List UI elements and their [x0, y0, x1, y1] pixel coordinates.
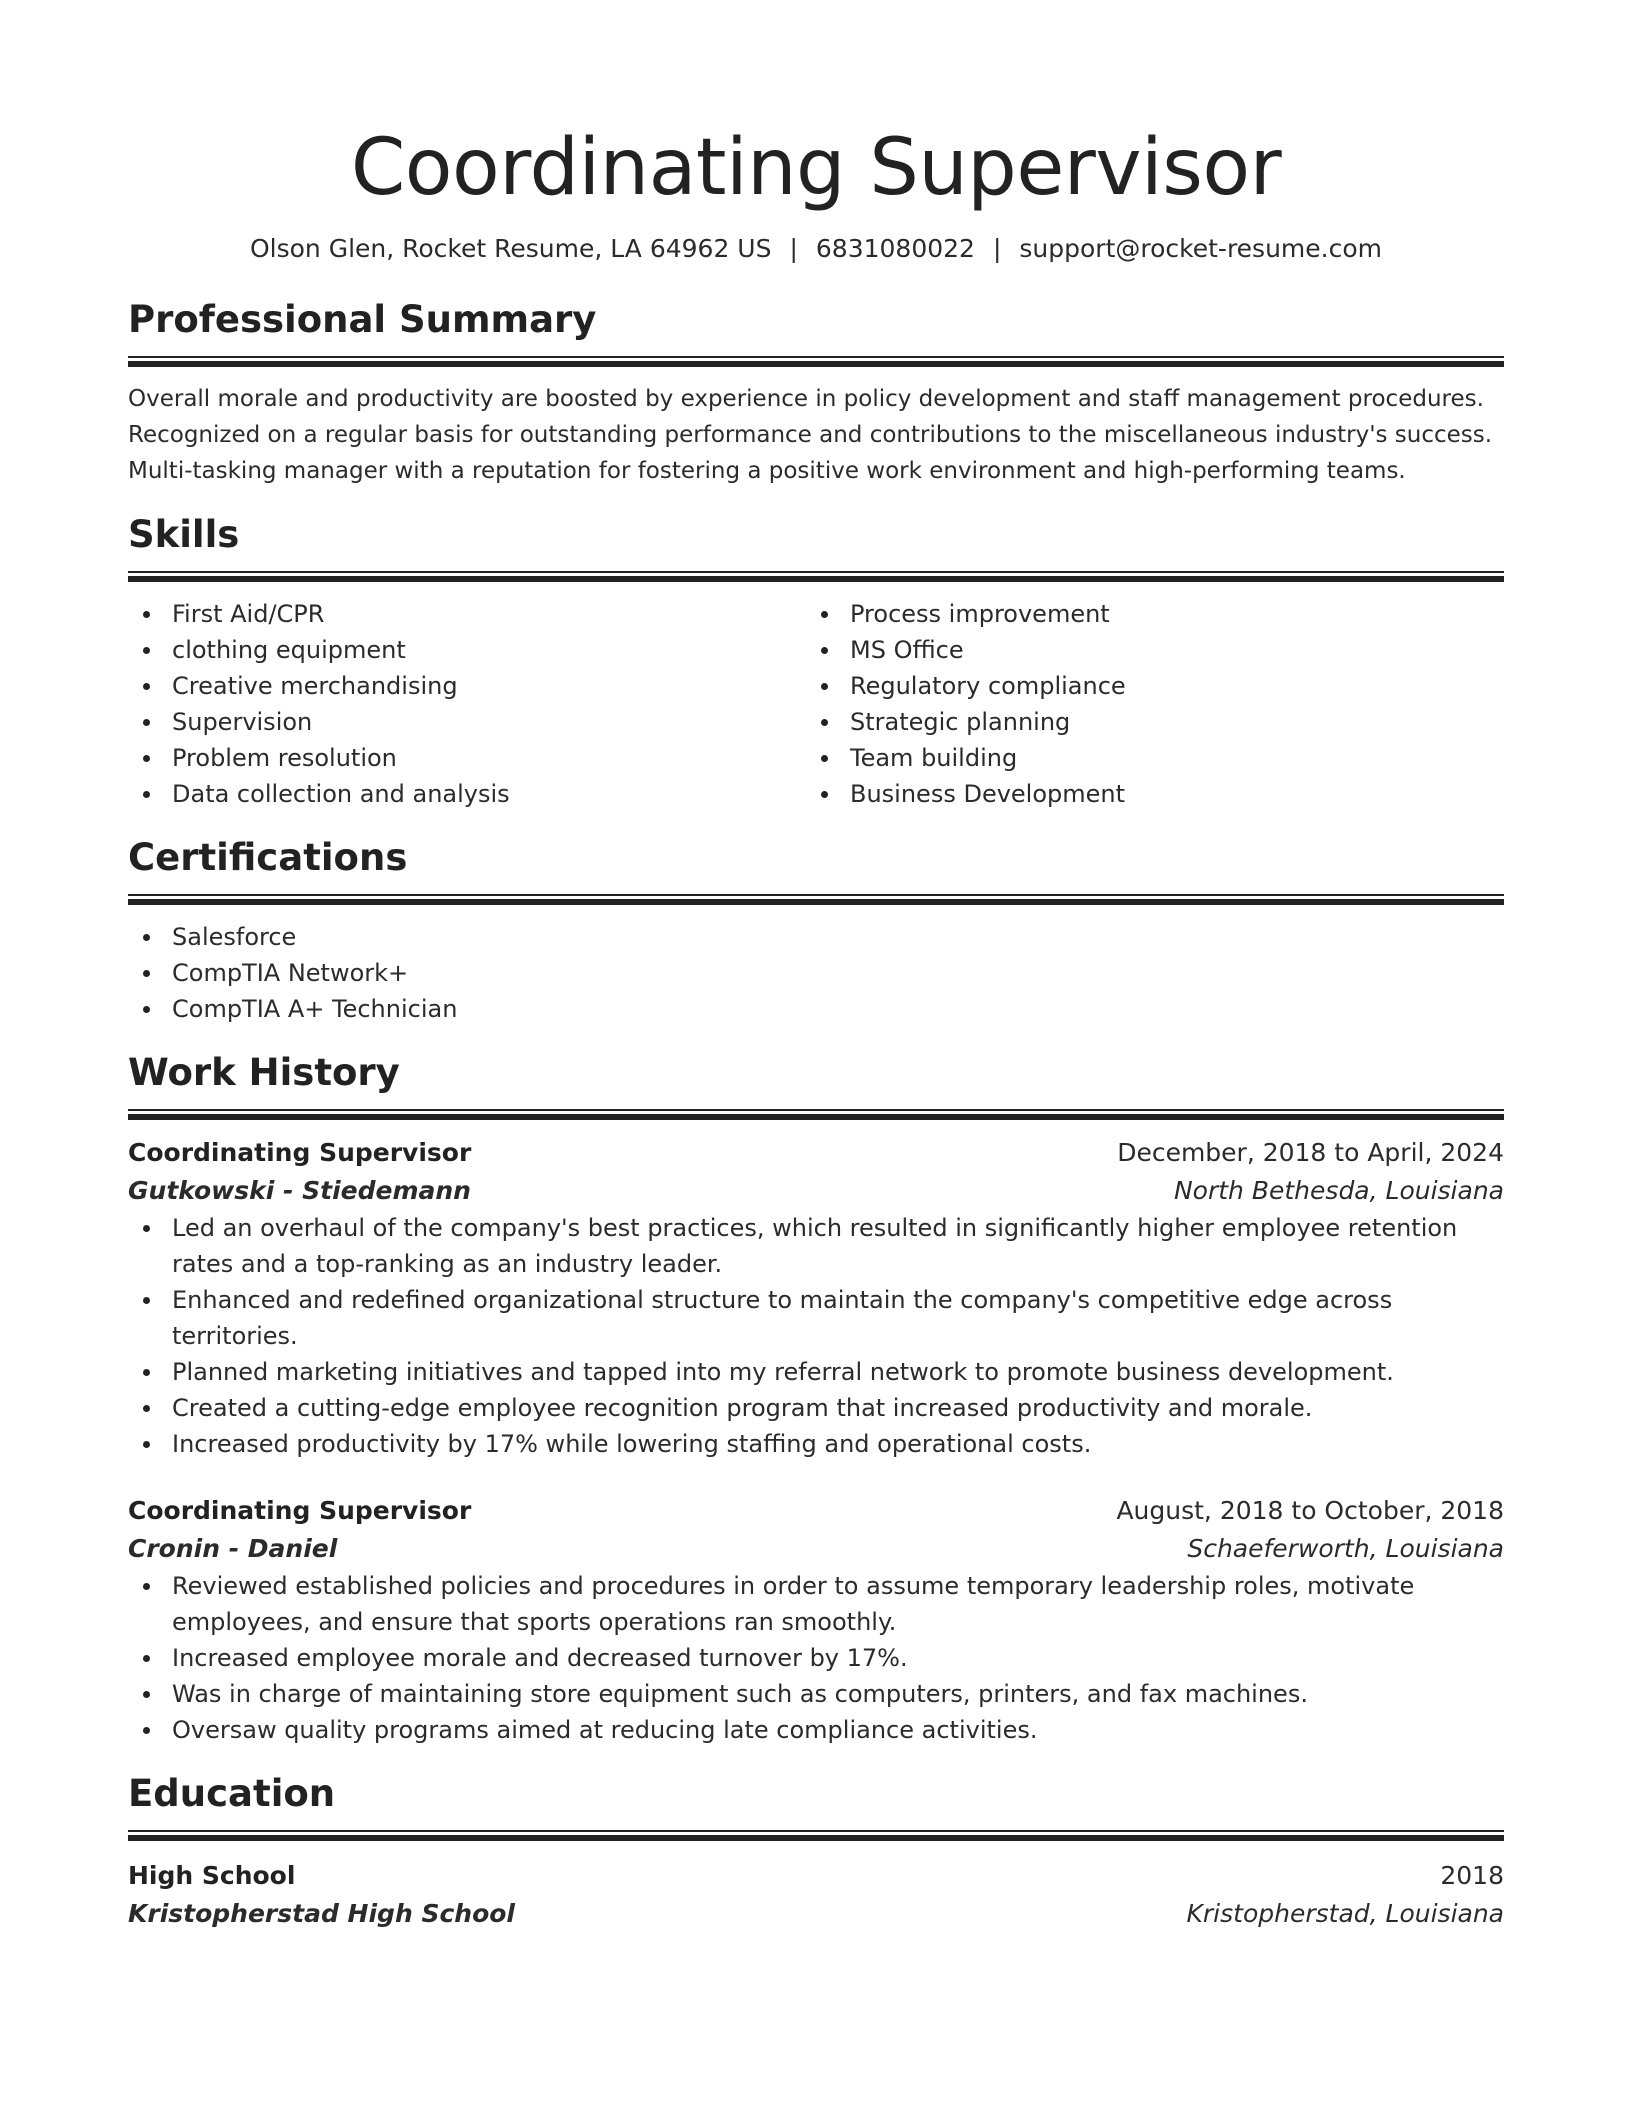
section-divider: [128, 356, 1504, 367]
job-bullet: Planned marketing initiatives and tapped into my referral network to promote business development.: [128, 1354, 1504, 1390]
skill-item: First Aid/CPR: [128, 596, 806, 632]
skill-item: Creative merchandising: [128, 668, 806, 704]
section-title-work-history: Work History: [128, 1051, 400, 1094]
summary-section: [128, 296, 1504, 489]
section-divider: [128, 894, 1504, 905]
job-location: North Bethesda, Louisiana: [1173, 1176, 1504, 1205]
skill-item: MS Office: [806, 632, 1484, 668]
job-bullet: Oversaw quality programs aimed at reducing late compliance activities.: [128, 1712, 1504, 1748]
section-title-education: Education: [128, 1772, 336, 1815]
job-bullet: Led an overhaul of the company's best practices, which resulted in significantly higher employee retention rates and a top-ranking as an industry leader.: [128, 1210, 1504, 1282]
skills-list-right: [806, 596, 1484, 812]
skill-item: Supervision: [128, 704, 806, 740]
job-bullet: Reviewed established policies and procedures in order to assume temporary leadership roles, motivate employees, and ensure that sports operations ran smoothly.: [128, 1568, 1504, 1640]
job-bullets: [128, 1568, 1504, 1748]
skills-section: [128, 511, 1504, 812]
job-entry: [128, 1492, 1504, 1748]
job-header-row: [128, 1492, 1504, 1530]
contact-separator: |: [789, 234, 798, 263]
certification-item: CompTIA Network+: [128, 955, 1504, 991]
skills-list-left: [128, 596, 806, 812]
contact-address: Olson Glen, Rocket Resume, LA 64962 US: [249, 234, 772, 263]
certification-item: Salesforce: [128, 919, 1504, 955]
summary-line: Overall morale and productivity are boosted by experience in policy development and staff management procedures.: [128, 386, 1484, 412]
education-year: 2018: [1440, 1861, 1504, 1890]
job-bullet: Created a cutting-edge employee recognition program that increased productivity and morale.: [128, 1390, 1504, 1426]
section-divider: [128, 1109, 1504, 1120]
skill-item: Regulatory compliance: [806, 668, 1484, 704]
skill-item: Strategic planning: [806, 704, 1484, 740]
certifications-section: [128, 834, 1504, 1027]
skill-item: Data collection and analysis: [128, 776, 806, 812]
job-bullet: Increased productivity by 17% while lowering staffing and operational costs.: [128, 1426, 1504, 1462]
certification-item: CompTIA A+ Technician: [128, 991, 1504, 1027]
education-school-row: [128, 1895, 1504, 1933]
contact-separator: |: [992, 234, 1002, 263]
skill-item: Process improvement: [806, 596, 1484, 632]
job-company: Cronin - Daniel: [128, 1534, 338, 1563]
job-bullet: Enhanced and redefined organizational structure to maintain the company's competitive edge across territories.: [128, 1282, 1504, 1354]
job-title: Coordinating Supervisor: [128, 1496, 472, 1525]
education-header-row: [128, 1857, 1504, 1895]
job-header-row: [128, 1134, 1504, 1172]
job-bullets: [128, 1210, 1504, 1462]
skills-grid: [128, 596, 1504, 812]
job-location: Schaeferworth, Louisiana: [1187, 1534, 1504, 1563]
education-location: Kristopherstad, Louisiana: [1186, 1899, 1504, 1928]
job-bullet: Was in charge of maintaining store equipment such as computers, printers, and fax machines.: [128, 1676, 1504, 1712]
education-entry: [128, 1857, 1504, 1933]
contact-line: [128, 232, 1504, 266]
job-bullet: Increased employee morale and decreased turnover by 17%.: [128, 1640, 1504, 1676]
skill-item: clothing equipment: [128, 632, 806, 668]
skill-item: Business Development: [806, 776, 1484, 812]
work-history-section: [128, 1049, 1504, 1748]
resume-page: [128, 0, 1504, 1933]
contact-phone: 6831080022: [815, 234, 975, 263]
job-company-row: [128, 1172, 1504, 1210]
skill-item: Team building: [806, 740, 1484, 776]
section-divider: [128, 571, 1504, 582]
job-company: Gutkowski - Stiedemann: [128, 1176, 471, 1205]
education-section: [128, 1770, 1504, 1933]
section-divider: [128, 1830, 1504, 1841]
job-company-row: [128, 1530, 1504, 1568]
summary-line: Multi-tasking manager with a reputation for fostering a positive work environment and high-performing teams.: [128, 458, 1406, 484]
job-title: Coordinating Supervisor: [128, 1138, 472, 1167]
education-school: Kristopherstad High School: [128, 1899, 515, 1928]
education-degree: High School: [128, 1861, 296, 1890]
section-title-skills: Skills: [128, 513, 240, 556]
job-entry: [128, 1134, 1504, 1462]
contact-email[interactable]: support@rocket-resume.com: [1019, 234, 1383, 263]
candidate-name: Coordinating Supervisor: [350, 123, 1282, 213]
job-dates: August, 2018 to October, 2018: [1116, 1496, 1504, 1525]
skill-item: Problem resolution: [128, 740, 806, 776]
summary-line: Recognized on a regular basis for outstanding performance and contributions to the miscellaneous industry's success.: [128, 422, 1493, 448]
section-title-summary: Professional Summary: [128, 298, 597, 341]
certifications-list: [128, 919, 1504, 1027]
job-dates: December, 2018 to April, 2024: [1117, 1138, 1504, 1167]
summary-text: [128, 381, 1504, 489]
section-title-certifications: Certifications: [128, 836, 408, 879]
